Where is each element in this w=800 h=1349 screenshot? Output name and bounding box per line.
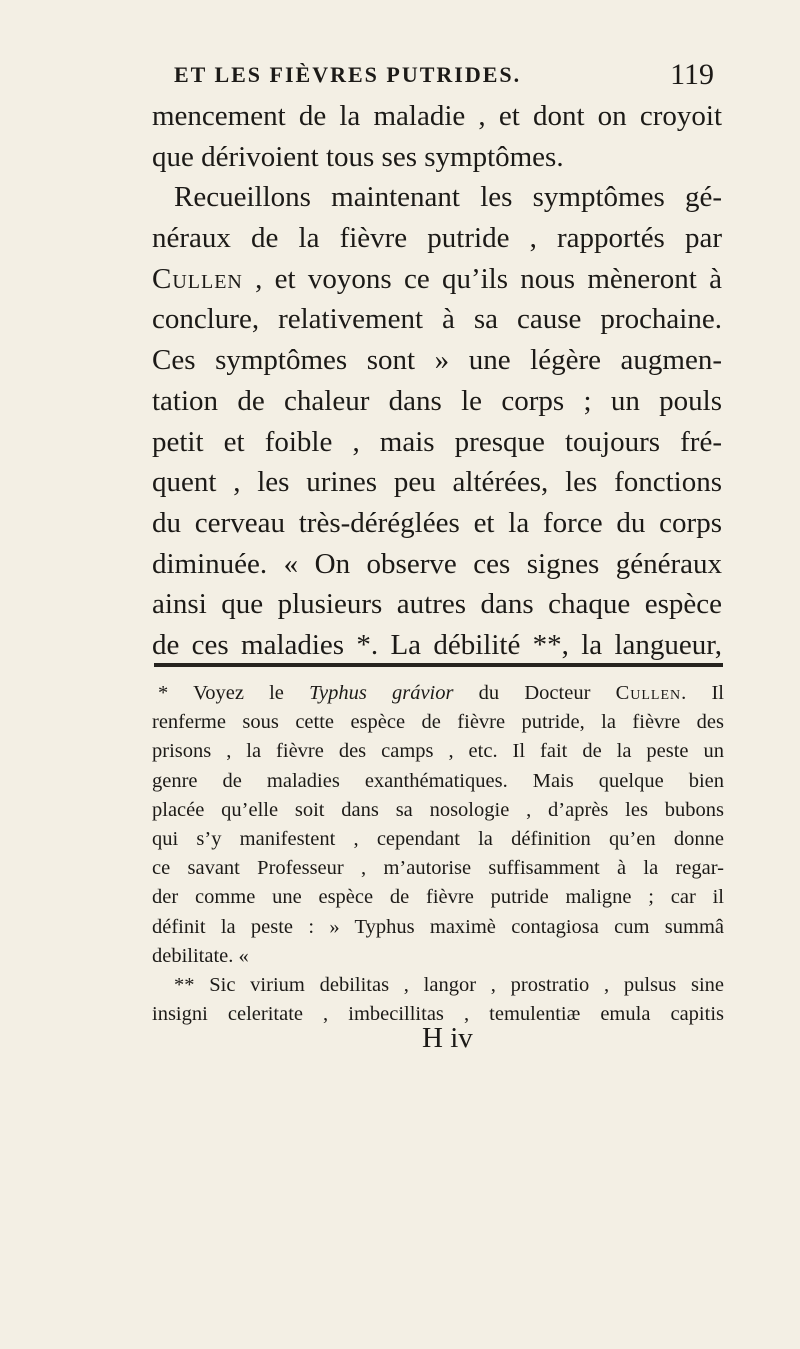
text-line: quent , les urines peu altérées, les fonctions (152, 466, 722, 499)
running-head (148, 58, 714, 94)
text-line: que dérivoient tous ses symptômes. (152, 140, 564, 173)
footnote-line: debilitate. « (152, 944, 249, 967)
footnote-line: insigni celeritate , imbecillitas , temulentiæ emula capitis (152, 1003, 724, 1026)
page-number: 119 (670, 58, 714, 91)
text-line: du cerveau très-déréglées et la force du corps (152, 506, 722, 539)
text-line: de ces maladies *. La débilité **, la langueur, (152, 628, 722, 661)
footnote-line: renferme sous cette espèce de fièvre putride, la fièvre des (152, 711, 724, 734)
footnote-line: * Voyez le Typhus grávior du Docteur Cullen. Il (158, 682, 724, 704)
text-line: mencement de la maladie , et dont on croyoit (152, 100, 722, 132)
text-line: petit et foible , mais presque toujours fré- (152, 425, 722, 458)
footnote-line: ce savant Professeur , m’autorise suffisamment à la regar- (152, 857, 724, 880)
text-line: Recueillons maintenant les symptômes gé- (174, 181, 722, 214)
text-line: Ces symptômes sont » une légère augmen- (152, 344, 722, 377)
footnote-divider (154, 663, 723, 667)
signature-mark: H iv (422, 1022, 473, 1054)
footnote-line: placée qu’elle soit dans sa nosologie , d’après les bubons (152, 798, 724, 821)
author-name: Cullen (615, 682, 682, 704)
footnote-line: qui s’y manifestent , cependant la définition qu’en donne (152, 827, 724, 850)
text-line: ainsi que plusieurs autres dans chaque espèce (152, 588, 722, 621)
footnote-line: genre de maladies exanthématiques. Mais quelque bien (152, 769, 724, 792)
main-text (152, 96, 722, 666)
work-title: Typhus grávior (309, 682, 454, 704)
running-title: ET LES FIÈVRES PUTRIDES. (174, 62, 522, 87)
text-line: tation de chaleur dans le corps ; un pouls (152, 384, 722, 417)
footnote-line: définit la peste : » Typhus maximè contagiosa cum summâ (152, 915, 724, 938)
footnote-line: der comme une espèce de fièvre putride maligne ; car il (152, 886, 724, 909)
footnotes (152, 679, 724, 1029)
author-name: Cullen (152, 262, 243, 295)
text-line: conclure, relativement à sa cause prochaine. (152, 303, 722, 336)
text-line: néraux de la fièvre putride , rapportés par (152, 222, 722, 255)
text-line: Cullen , et voyons ce qu’ils nous mèneront à (152, 262, 722, 295)
footnote-line: prisons , la fièvre des camps , etc. Il fait de la peste un (152, 740, 724, 763)
text-line: diminuée. « On observe ces signes généraux (152, 547, 722, 580)
footnote-line: ** Sic virium debilitas , langor , prostratio , pulsus sine (174, 973, 724, 996)
